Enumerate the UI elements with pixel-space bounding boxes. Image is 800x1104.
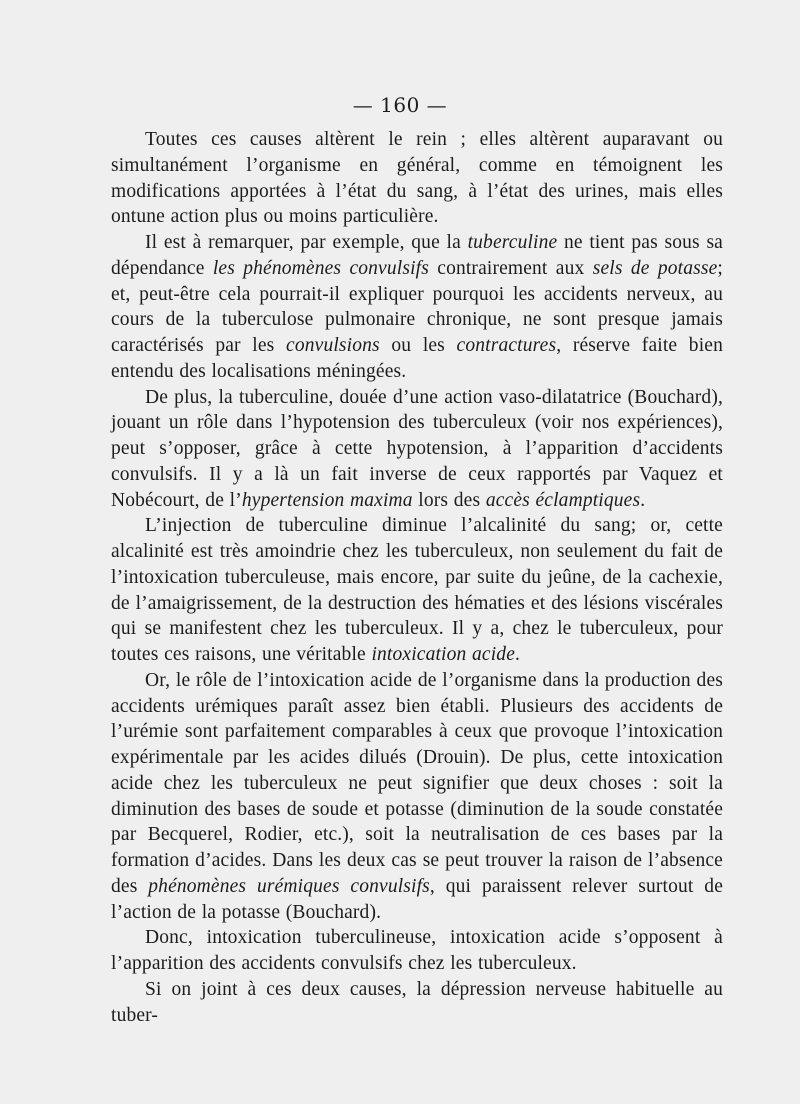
text-run: , qui paraissent relever surtout de l’action de la potasse (Bouchard). — [111, 875, 723, 923]
paragraph — [111, 127, 723, 230]
text-run: contrairement aux — [428, 257, 593, 279]
italic-phrase: hypertension maxima — [241, 489, 413, 511]
text-run: . — [640, 489, 646, 511]
text-run: . — [515, 644, 521, 665]
text-run: Si on joint à ces deux causes, la dépression nerveuse habituelle au tuber- — [111, 978, 723, 1026]
text-run: ; et, peut-être cela pourrait-il expliquer pourquoi les accidents nerveux, au cours de la tuberculose pulmonaire chronique, ne sont presque jamais caractérisés par les — [111, 257, 723, 356]
text-run: ou les — [379, 335, 457, 356]
paragraph — [111, 668, 723, 926]
text-run: Toutes ces causes altèrent le rein ; elles altèrent auparavant ou simultanément l’organisme en général, comme en témoignent les modifications apportées à l’état du sang, à l’état des urines, mais elles ontune action plus ou moins particulière. — [111, 129, 723, 228]
italic-phrase: sels de potasse — [592, 257, 718, 279]
paragraph — [111, 230, 723, 385]
text-run: Il est à remarquer, par exemple, que la — [145, 232, 468, 253]
text-run: lors des — [412, 489, 486, 511]
paragraph — [111, 513, 723, 668]
text-run: L’injection de tuberculine diminue l’alcalinité du sang; or, cette alcalinité est très amoindrie chez les tuberculeux, non seulement du fait de l’intoxication tuberculeuse, mais encore, par suite du jeûne, de la cachexie, de l’amaigrissement, de la destruction des hématies et des lésions viscérales qui se manifestent chez les tuberculeux. Il y a, chez le tuberculeux, pour toutes ces raisons, une véritable — [111, 515, 723, 665]
text-run: ne tient pas sous sa dépendance — [111, 232, 723, 279]
italic-phrase: phénomènes urémiques convulsifs — [148, 875, 430, 897]
paragraph — [111, 385, 723, 514]
text-run: Donc, intoxication tuberculineuse, intoxication acide s’opposent à l’apparition des accidents convulsifs chez les tuberculeux. — [111, 927, 723, 974]
text-run: Or, le rôle de l’intoxication acide de l’organisme dans la production des accidents urémiques paraît assez bien établi. Plusieurs des accidents de l’urémie sont parfaitement comparables à ceux que provoque l’intoxication expérimentale par les acides dilués (Drouin). De plus, cette intoxication acide chez les tuberculeux ne peut signifier que deux choses : soit la diminution des bases de soude et potasse (diminution de la soude constatée par Becquerel, Rodier, etc.), soit la neutralisation de ces bases par la formation d’acides. Dans les deux cas se peut trouver la raison de l’absence des — [111, 669, 723, 897]
text-run: De plus, la tuberculine, douée d’une action vaso-dilatatrice (Bouchard), jouant un rôle dans l’hypotension des tuberculeux (voir nos expériences), peut s’opposer, grâce à cette hypotension, à l’apparition d’accidents convulsifs. Il y a là un fait inverse de ceux rapportés par Vaquez et Nobécourt, de l’ — [111, 386, 723, 511]
italic-phrase: accès éclamptiques — [485, 489, 641, 511]
italic-phrase: convulsions — [286, 335, 380, 356]
italic-phrase: intoxication acide — [371, 644, 516, 665]
italic-phrase: tuberculine — [467, 232, 558, 253]
body-text — [111, 127, 723, 1028]
paragraph — [111, 925, 723, 977]
paragraph — [111, 977, 723, 1029]
italic-phrase: contractures — [456, 335, 557, 356]
italic-phrase: les phénomènes convulsifs — [212, 257, 429, 279]
page-number: — 160 — — [352, 93, 448, 117]
text-run: , réserve faite bien entendu des localisations méningées. — [111, 335, 723, 382]
